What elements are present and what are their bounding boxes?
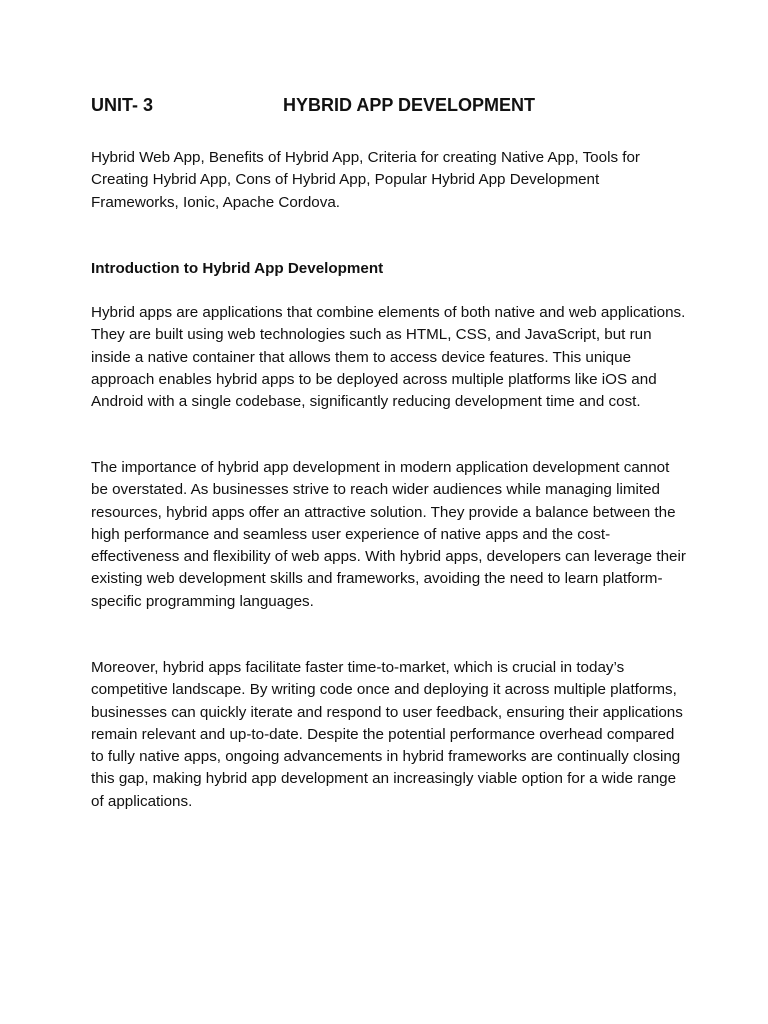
section-title: Introduction to Hybrid App Development (91, 260, 384, 277)
unit-number: UNIT- 3 (91, 95, 154, 115)
paragraph-time-to-market: Moreover, hybrid apps facilitate faster time-to-market, which is crucial in today’s competitive landscape. By writing code once and deploying it across multiple platforms, businesses can quickly iterate and respond to user feedback, ensuring their applications remain relevant and up-to-date. Despite the potential performance overhead compared to fully native apps, ongoing advancements in hybrid frameworks are continually closing this gap, making hybrid app development an increasingly viable option for a wide range of applications. (91, 659, 683, 810)
topics-list: Hybrid Web App, Benefits of Hybrid App, Criteria for creating Native App, Tools for Creating Hybrid App, Cons of Hybrid App, Popular Hybrid App Development Frameworks, Ionic, Apache Cordova. (91, 149, 640, 211)
paragraph-intro: Hybrid apps are applications that combine elements of both native and web applications. They are built using web technologies such as HTML, CSS, and JavaScript, but run inside a native container that allows them to access device features. This unique approach enables hybrid apps to be deployed across multiple platforms like iOS and Android with a single codebase, significantly reducing development time and cost. (91, 304, 686, 411)
unit-title: HYBRID APP DEVELOPMENT (283, 95, 536, 115)
paragraph-importance: The importance of hybrid app development in modern application development cannot be overstated. As businesses strive to reach wider audiences while managing limited resources, hybrid apps offer an attractive solution. They provide a balance between the high performance and seamless user experience of native apps and the cost-effectiveness and flexibility of web apps. With hybrid apps, developers can leverage their existing web development skills and frameworks, avoiding the need to learn platform-specific programming languages. (91, 459, 686, 610)
